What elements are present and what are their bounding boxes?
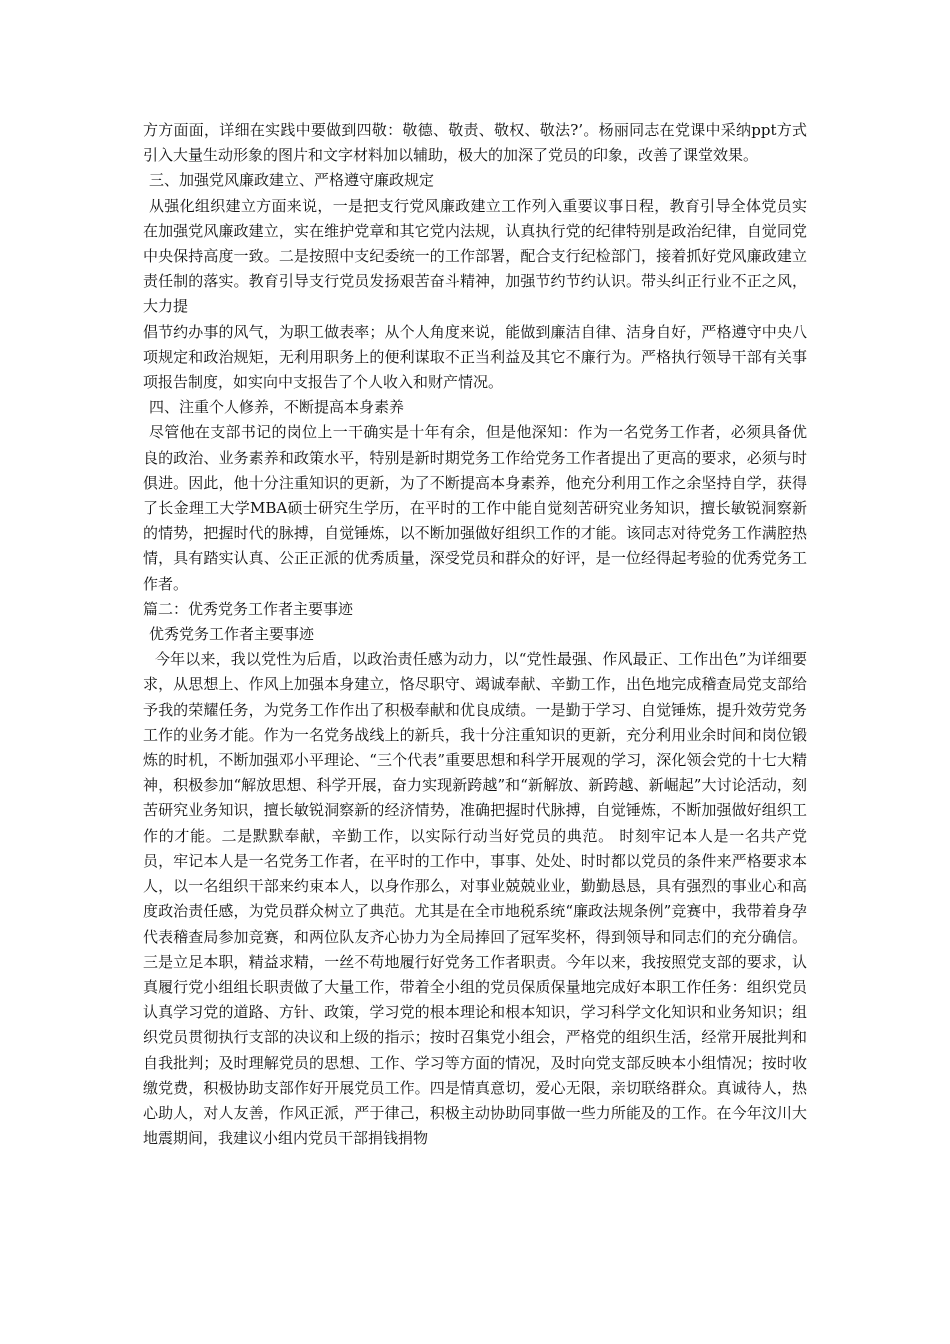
paragraph-party-conduct: 从强化组织建立方面来说，一是把支行党风廉政建立工作列入重要议事日程，教育引导全体党员实在加强党风廉政建立，实在维护党章和其它党内法规，认真执行党的纪律特别是政治纪律，自觉同党中央保持高度一致。二是按照中支纪委统一的工作部署，配合支行纪检部门，接着抓好党风廉政建立责任制的落实。教育引导支行党员发扬艰苦奋斗精神，加强节约节约认识。带头纠正行业不正之风，大力提 [143,196,807,316]
section-heading-4: 四、注重个人修养，不断提高本身素养 [149,398,405,417]
paragraph-continued: 方方面面，详细在实践中要做到四敬：敬德、敬责、敬权、敬法?’。杨丽同志在党课中采纳ppt方式引入大量生动形象的图片和文字材料加以辅助，极大的加深了党员的印象，改善了课堂效果。 [143,121,807,165]
section-heading-3: 三、加强党风廉政建立、严格遵守廉政规定 [149,171,435,190]
paragraph-personal-conduct: 倡节约办事的风气，为职工做表率；从个人角度来说，能做到廉洁自律、洁身自好，严格遵守中央八项规定和政治规矩，无利用职务上的便利谋取不正当利益及其它不廉行为。严格执行领导干部有关事项报告制度，如实向中支报告了个人收入和财产情况。 [143,322,807,392]
article-subtitle: 优秀党务工作者主要事迹 [149,625,315,644]
document-page [143,118,807,1151]
paragraph-self-improvement: 尽管他在支部书记的岗位上一干确实是十年有余，但是他深知：作为一名党务工作者，必须具备优良的政治、业务素养和政策水平，特别是新时期党务工作给党务工作者提出了更高的要求，必须与时俱进。因此，他十分注重知识的更新，为了不断提高本身素养，他充分利用工作之余坚持自学，获得了长金理工大学MBA硕士研究生学历，在平时的工作中能自觉刻苦研究业务知识，擅长敏锐洞察新的情势，把握时代的脉搏，自觉锤炼，以不断加强做好组织工作的才能。该同志对待党务工作满腔热情，具有踏实认真、公正正派的优秀质量，深受党员和群众的好评，是一位经得起考验的优秀党务工作者。 [143,423,807,593]
article-title-2: 篇二：优秀党务工作者主要事迹 [143,599,354,618]
paragraph-main-deeds: 今年以来，我以党性为后盾，以政治责任感为动力，以“党性最强、作风最正、工作出色”为详细要求，从思想上、作风上加强本身建立，恪尽职守、竭诚奉献、辛勤工作，出色地完成稽查局党支部给予我的荣耀任务，为党务工作作出了积极奉献和优良成绩。一是勤于学习、自觉锤炼，提升效劳党务工作的业务才能。作为一名党务战线上的新兵，我十分注重知识的更新，充分利用业余时间和岗位锻炼的时机，不断加强邓小平理论、“三个代表”重要思想和科学开展观的学习，深化领会党的十七大精神，积极参加“解放思想、科学开展，奋力实现新跨越”和“新解放、新跨越、新崛起”大讨论活动，刻苦研究业务知识，擅长敏锐洞察新的经济情势，准确把握时代脉搏，自觉锤炼，不断加强做好组织工作的才能。二是默默奉献，辛勤工作，以实际行动当好党员的典范。 时刻牢记本人是一名共产党员，牢记本人是一名党务工作者，在平时的工作中，事事、处处、时时都以党员的条件来严格要求本人，以一名组织干部来约束本人，以身作那么，对事业兢兢业业，勤勤恳恳，具有强烈的事业心和高度政治责任感，为党员群众树立了典范。尤其是在全市地税系统“廉政法规条例”竞赛中，我带着身孕代表稽查局参加竞赛，和两位队友齐心协力为全局捧回了冠军奖杯，得到领导和同志们的充分确信。三是立足本职，精益求精，一丝不苟地履行好党务工作者职责。今年以来，我按照党支部的要求，认真履行党小组组长职责做了大量工作，带着全小组的党员保质保量地完成好本职工作任务：组织党员认真学习党的道路、方针、政策，学习党的根本理论和根本知识，学习科学文化知识和业务知识；组织党员贯彻执行支部的决议和上级的指示；按时召集党小组会，严格党的组织生活，经常开展批判和自我批判；及时理解党员的思想、工作、学习等方面的情况，及时向党支部反映本小组情况；按时收缴党费，积极协助支部作好开展党员工作。四是情真意切，爱心无限，亲切联络群众。真诚待人，热心助人，对人友善，作风正派，严于律己，积极主动协助同事做一些力所能及的工作。在今年汶川大地震期间，我建议小组内党员干部捐钱捐物 [143,650,807,1148]
